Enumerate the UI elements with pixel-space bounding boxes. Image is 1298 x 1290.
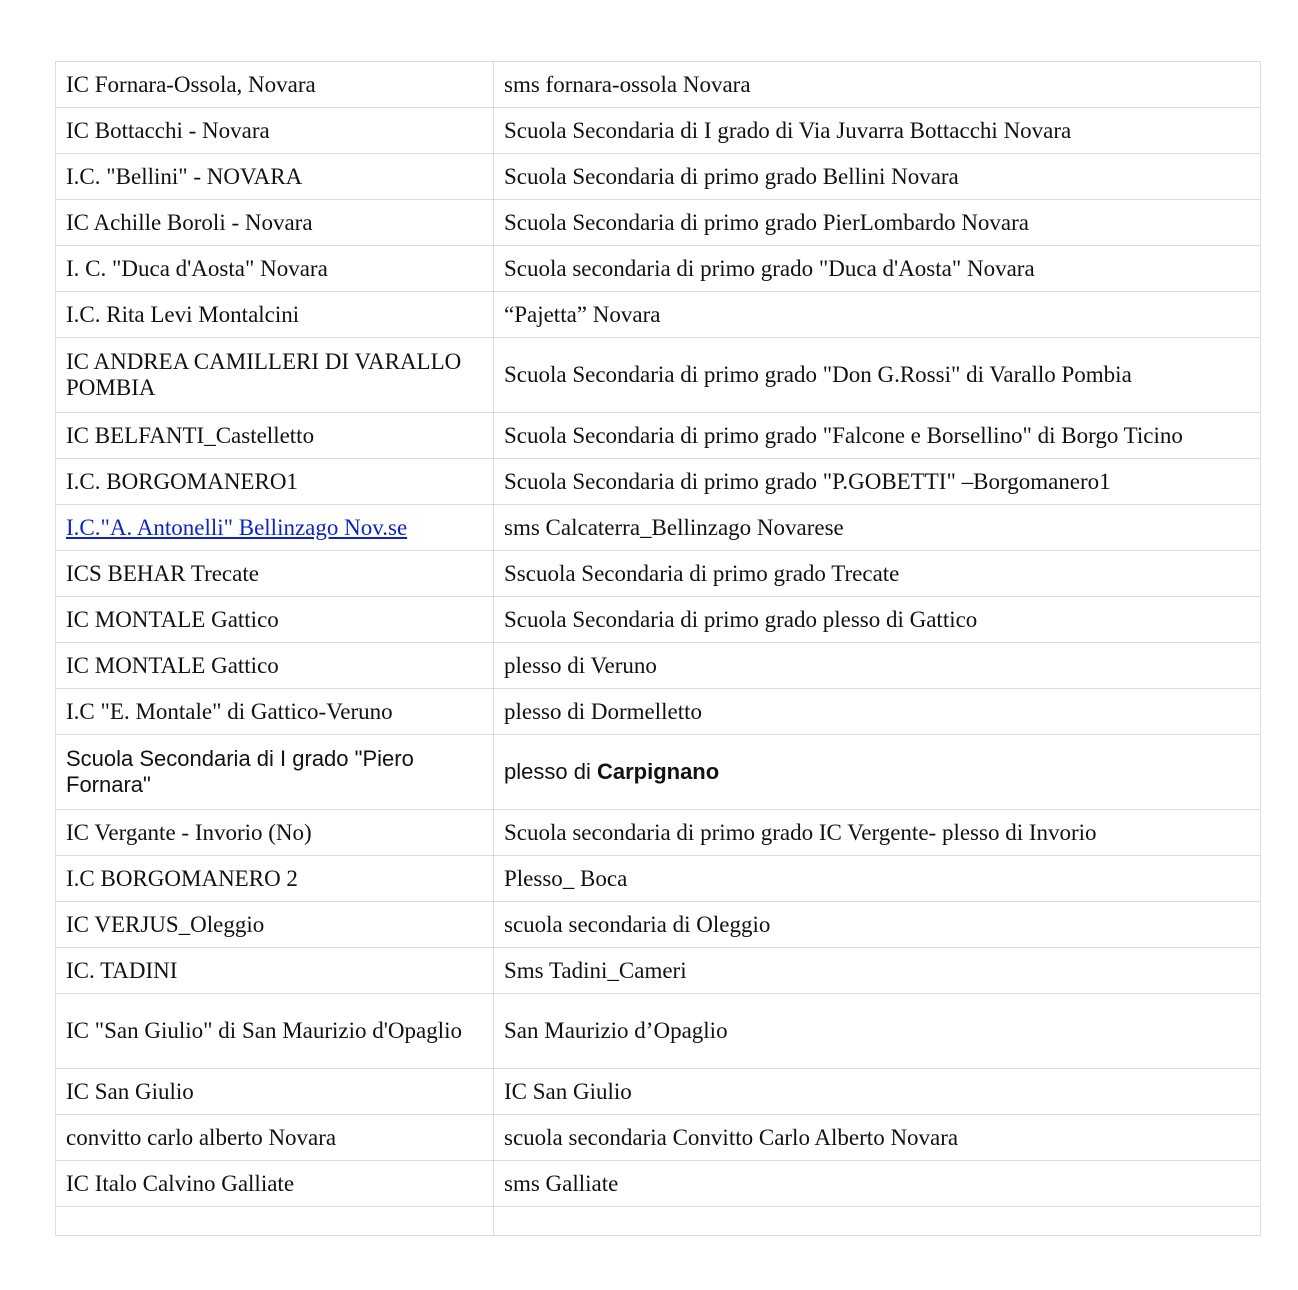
table-row xyxy=(56,551,1261,597)
table-row xyxy=(56,292,1261,338)
institute-link[interactable]: I.C."A. Antonelli" Bellinzago Nov.se xyxy=(66,514,408,540)
school-cell: sms fornara-ossola Novara xyxy=(494,62,1261,108)
institute-cell: IC MONTALE Gattico xyxy=(56,597,494,643)
institute-cell: I. C. "Duca d'Aosta" Novara xyxy=(56,246,494,292)
table-row xyxy=(56,597,1261,643)
table-row xyxy=(56,154,1261,200)
school-cell: sms Galliate xyxy=(494,1161,1261,1207)
table-row xyxy=(56,200,1261,246)
institute-cell: IC Italo Calvino Galliate xyxy=(56,1161,494,1207)
institute-cell: I.C. BORGOMANERO1 xyxy=(56,459,494,505)
school-cell: Plesso_ Boca xyxy=(494,856,1261,902)
institute-cell: IC Bottacchi - Novara xyxy=(56,108,494,154)
institute-cell: IC Fornara-Ossola, Novara xyxy=(56,62,494,108)
school-cell: Scuola Secondaria di primo grado Bellini Novara xyxy=(494,154,1261,200)
table-row xyxy=(56,948,1261,994)
table-row xyxy=(56,246,1261,292)
school-cell: plesso di Dormelletto xyxy=(494,689,1261,735)
institute-cell: convitto carlo alberto Novara xyxy=(56,1115,494,1161)
institute-cell: IC Vergante - Invorio (No) xyxy=(56,810,494,856)
school-prefix: plesso di xyxy=(504,759,597,784)
school-cell: sms Calcaterra_Bellinzago Novarese xyxy=(494,505,1261,551)
school-cell: Scuola secondaria di primo grado IC Vergente- plesso di Invorio xyxy=(494,810,1261,856)
table-row xyxy=(56,62,1261,108)
institute-cell: I.C "E. Montale" di Gattico-Veruno xyxy=(56,689,494,735)
institute-cell: ICS BEHAR Trecate xyxy=(56,551,494,597)
institute-cell: IC Achille Boroli - Novara xyxy=(56,200,494,246)
table-row xyxy=(56,1069,1261,1115)
table-row xyxy=(56,810,1261,856)
institute-cell: IC. TADINI xyxy=(56,948,494,994)
table-row-empty xyxy=(56,1207,1261,1236)
school-cell: Scuola Secondaria di primo grado "P.GOBETTI" –Borgomanero1 xyxy=(494,459,1261,505)
institute-cell xyxy=(56,1207,494,1236)
table-row xyxy=(56,1115,1261,1161)
school-cell: Scuola Secondaria di primo grado PierLombardo Novara xyxy=(494,200,1261,246)
school-cell: Scuola Secondaria di primo grado "Don G.Rossi" di Varallo Pombia xyxy=(494,338,1261,413)
institute-cell: IC San Giulio xyxy=(56,1069,494,1115)
table-row xyxy=(56,505,1261,551)
school-cell: scuola secondaria Convitto Carlo Alberto Novara xyxy=(494,1115,1261,1161)
institute-cell xyxy=(56,505,494,551)
school-bold-name: Carpignano xyxy=(596,759,720,784)
school-cell xyxy=(494,1207,1261,1236)
school-cell: IC San Giulio xyxy=(494,1069,1261,1115)
school-cell: Scuola Secondaria di I grado di Via Juvarra Bottacchi Novara xyxy=(494,108,1261,154)
school-cell xyxy=(494,735,1261,810)
school-cell: “Pajetta” Novara xyxy=(494,292,1261,338)
school-cell: Sms Tadini_Cameri xyxy=(494,948,1261,994)
table-row xyxy=(56,108,1261,154)
table-row xyxy=(56,643,1261,689)
table-row xyxy=(56,735,1261,810)
school-cell: Sscuola Secondaria di primo grado Trecate xyxy=(494,551,1261,597)
institute-cell: IC BELFANTI_Castelletto xyxy=(56,413,494,459)
institute-cell: IC ANDREA CAMILLERI DI VARALLO POMBIA xyxy=(56,338,494,413)
table-row xyxy=(56,338,1261,413)
table-row xyxy=(56,459,1261,505)
institute-cell: IC VERJUS_Oleggio xyxy=(56,902,494,948)
school-cell: Scuola Secondaria di primo grado plesso di Gattico xyxy=(494,597,1261,643)
table-row xyxy=(56,856,1261,902)
table-row xyxy=(56,902,1261,948)
table-row xyxy=(56,994,1261,1069)
school-cell: Scuola secondaria di primo grado "Duca d'Aosta" Novara xyxy=(494,246,1261,292)
institute-cell: Scuola Secondaria di I grado "Piero Fornara" xyxy=(56,735,494,810)
institute-cell: I.C BORGOMANERO 2 xyxy=(56,856,494,902)
institute-cell: IC MONTALE Gattico xyxy=(56,643,494,689)
institute-cell: I.C. Rita Levi Montalcini xyxy=(56,292,494,338)
table-row xyxy=(56,1161,1261,1207)
table-row xyxy=(56,413,1261,459)
table-row xyxy=(56,689,1261,735)
institute-cell: IC "San Giulio" di San Maurizio d'Opaglio xyxy=(56,994,494,1069)
school-cell: Scuola Secondaria di primo grado "Falcone e Borsellino" di Borgo Ticino xyxy=(494,413,1261,459)
schools-table xyxy=(55,61,1261,1236)
institute-cell: I.C. "Bellini" - NOVARA xyxy=(56,154,494,200)
school-cell: scuola secondaria di Oleggio xyxy=(494,902,1261,948)
school-cell: San Maurizio d’Opaglio xyxy=(494,994,1261,1069)
school-cell: plesso di Veruno xyxy=(494,643,1261,689)
